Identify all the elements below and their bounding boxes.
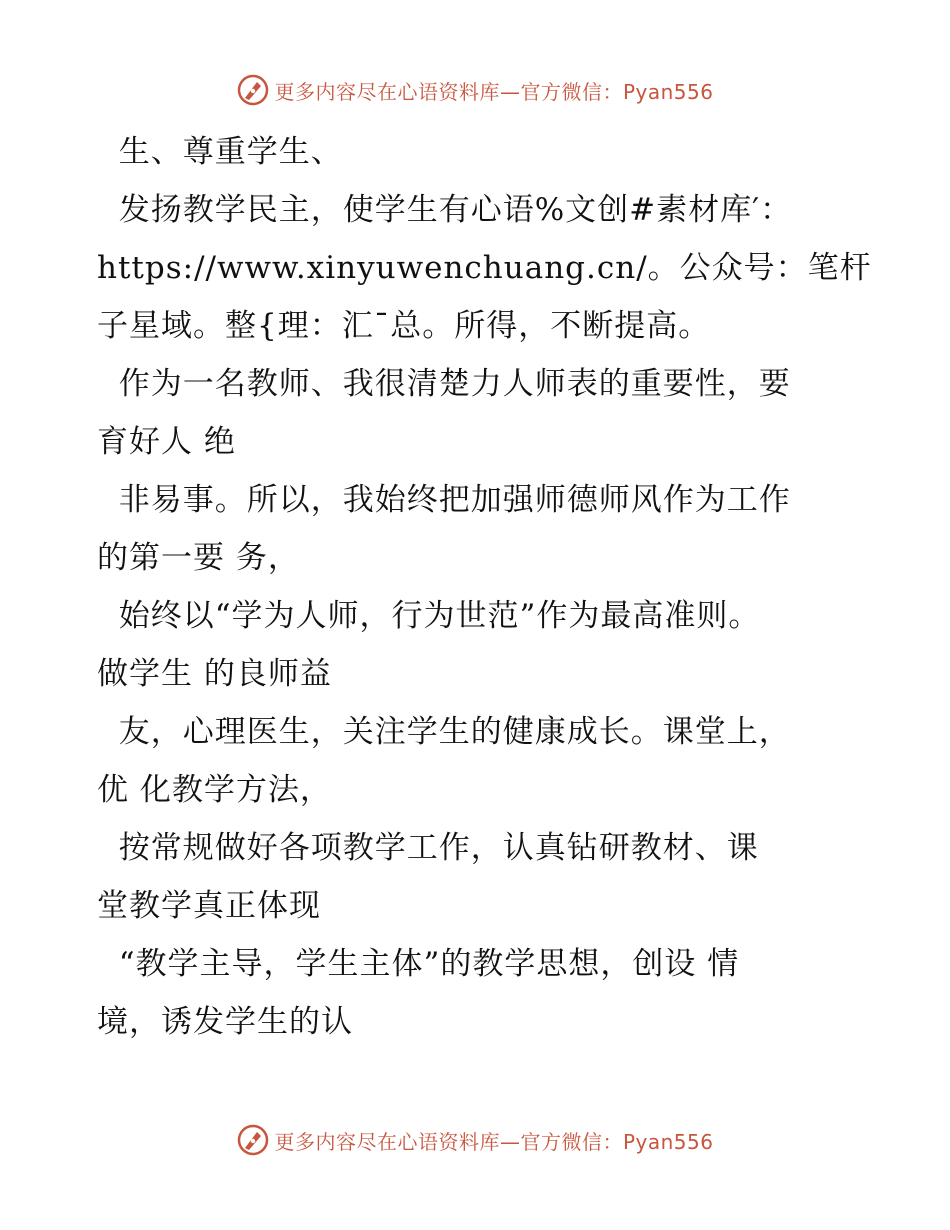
body-line: 发扬教学民主，使学生有心语%文创#素材库′：: [97, 192, 793, 228]
body-line: 作为一名教师、我很清楚力人师表的重要性，要: [97, 366, 791, 402]
body-line: “教学主导，学生主体”的教学思想，创设 情: [97, 946, 740, 982]
body-line: https://www.xinyuwenchuang.cn/。公众号：笔杆: [97, 250, 872, 286]
body-line: 的第一要 务，: [97, 540, 300, 576]
body-line: 育好人 绝: [97, 424, 236, 460]
body-line: 堂教学真正体现: [97, 888, 321, 924]
body-line: 子星域。整{理：汇¯总。所得，不断提高。: [97, 308, 711, 344]
footer-banner: [0, 1120, 950, 1160]
body-line: 友，心理医生，关注学生的健康成长。课堂上，: [97, 714, 791, 750]
header-banner: [0, 70, 950, 110]
body-line: 生、尊重学生、: [97, 134, 343, 170]
pen-nib-logo-icon: [236, 73, 270, 107]
header-banner-text: 更多内容尽在心语资料库—官方微信：Pyan556: [274, 79, 714, 104]
body-line: 始终以“学为人师，行为世范”作为最高准则。: [97, 598, 761, 634]
body-line: 优 化教学方法，: [97, 772, 332, 808]
body-line: 非易事。所以，我始终把加强师德师风作为工作: [97, 482, 791, 518]
document-body: [97, 123, 872, 1051]
footer-banner-text: 更多内容尽在心语资料库—官方微信：Pyan556: [274, 1129, 714, 1154]
body-line: 境，诱发学生的认: [97, 1004, 353, 1040]
body-line: 按常规做好各项教学工作，认真钻研教材、课: [97, 830, 759, 866]
pen-nib-logo-icon: [236, 1123, 270, 1157]
body-line: 做学生 的良师益: [97, 656, 332, 692]
